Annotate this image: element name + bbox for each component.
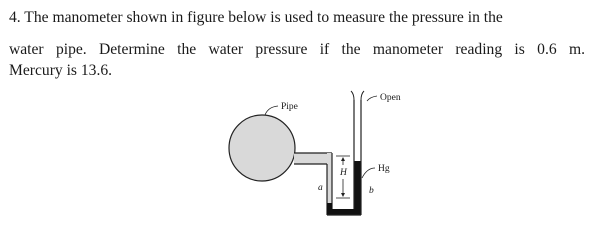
label-hg: Hg	[378, 164, 390, 174]
open-leader-line	[367, 96, 377, 101]
hg-leader-line	[362, 168, 375, 178]
label-pipe: Pipe	[281, 102, 298, 112]
label-a: a	[318, 183, 323, 193]
problem-line-1: 4. The manometer shown in figure below is used to measure the pressure in the	[9, 9, 503, 26]
problem-line-3: Mercury is 13.6.	[9, 62, 113, 79]
water-pipe	[229, 115, 295, 181]
label-h: H	[340, 168, 347, 178]
open-end-flare-left	[351, 91, 354, 100]
pipe-leader-line	[265, 106, 278, 115]
open-end-flare-right	[361, 91, 364, 100]
left-leg-water	[327, 153, 332, 203]
dimension-arrow-down	[341, 193, 345, 197]
connecting-tube	[294, 153, 332, 164]
label-b: b	[369, 186, 374, 196]
problem-line-2: water pipe. Determine the water pressure if the manometer reading is 0.6 m.	[9, 41, 585, 58]
label-open: Open	[380, 93, 401, 103]
dimension-arrow-up	[341, 157, 345, 161]
